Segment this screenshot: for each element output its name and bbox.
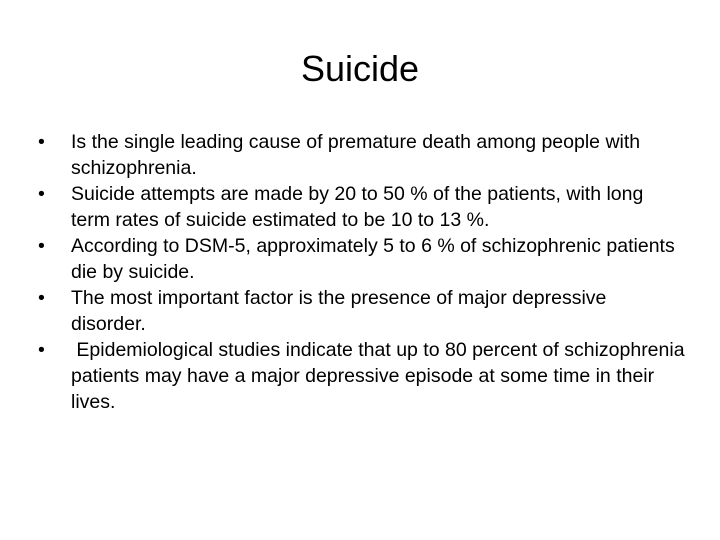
- bullet-text: Epidemiological studies indicate that up to 80 percent of schizophrenia patients may have a major depressive episode at some time in their lives.: [71, 338, 690, 413]
- bullet-icon: •: [38, 182, 45, 205]
- bullet-item-3: [36, 234, 686, 286]
- bullet-text: According to DSM-5, approximately 5 to 6 % of schizophrenic patients die by suicide.: [71, 234, 675, 283]
- bullet-text: Is the single leading cause of premature death among people with schizophrenia.: [71, 131, 641, 179]
- bullet-item-1: [36, 130, 686, 182]
- bullet-item-5: [36, 338, 690, 415]
- bullet-list: [36, 130, 690, 416]
- bullet-icon: •: [38, 338, 45, 361]
- bullet-text: The most important factor is the presence of major depressive disorder.: [71, 286, 607, 335]
- slide-title: Suicide: [300, 48, 420, 89]
- bullet-item-2: [36, 182, 686, 234]
- bullet-icon: •: [38, 131, 45, 153]
- bullet-text: Suicide attempts are made by 20 to 50 % of the patients, with long term rates of suicide estimated to be 10 to 13 %.: [71, 182, 644, 231]
- bullet-icon: •: [38, 286, 45, 309]
- bullet-icon: •: [38, 234, 45, 257]
- bullet-item-4: [36, 286, 686, 338]
